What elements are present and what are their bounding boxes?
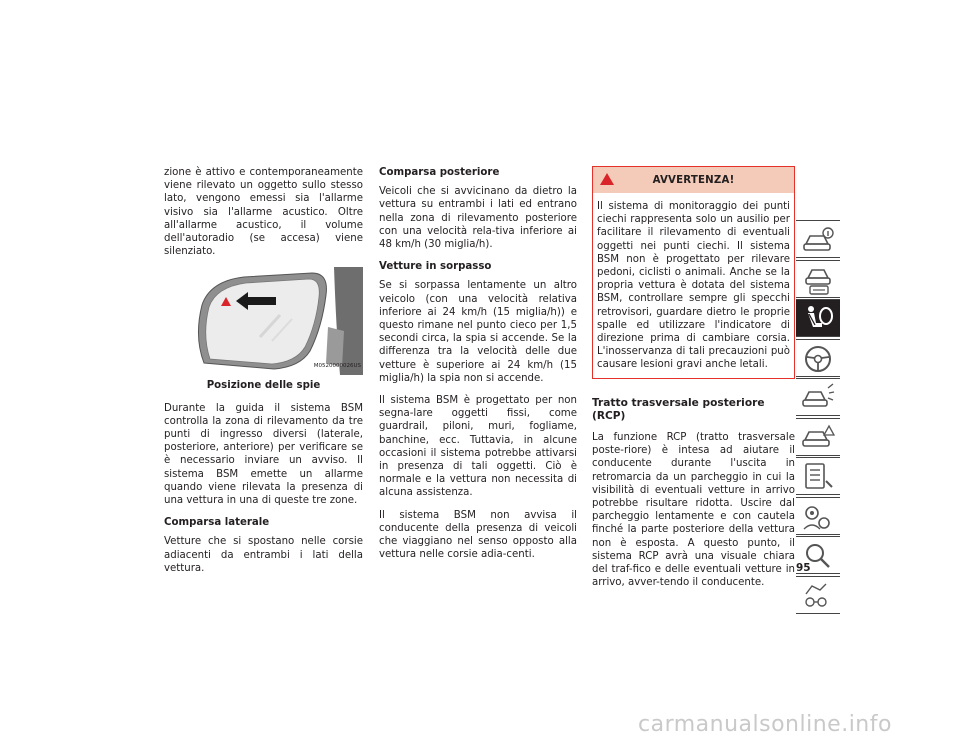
tab-multimedia[interactable]	[796, 576, 840, 614]
intro-paragraph: zione è attivo e contemporaneamente viene rilevato un oggetto sullo stesso lato, vengono emessi sia l'allarme visivo sia l'allarme acustico. Oltre all'allarme acustico, il volume dell'autoradio (se accesa) viene silenziato.	[164, 167, 363, 258]
side-mirror-illustration	[164, 267, 363, 375]
dashboard-lights-icon	[800, 382, 836, 414]
warning-header	[593, 167, 794, 193]
watermark-text: carmanualsonline.info	[638, 712, 892, 737]
heading-overtake: Vetture in sorpasso	[379, 261, 492, 273]
column-right	[592, 166, 795, 598]
column-left	[164, 166, 363, 584]
warning-text: Il sistema di monitoraggio dei punti ciechi rappresenta solo un ausilio per facilitare il rilevamento di eventuali oggetti nei punti ciechi. Il sistema BSM non è progettato per rilevare pedoni, ciclisti o animali. Anche se la propria vettura è dotata del sistema BSM, controllare sempre gli specchi retrovisori, guardare dietro le proprie spalle ed utilizzare l'indicatore di direzione prima di cambiare corsia. L'inosservanza di tali precauzioni può causare lesioni gravi anche letali.	[597, 201, 790, 371]
mirror-figure	[164, 267, 363, 375]
column-middle	[379, 166, 577, 570]
warning-box	[592, 166, 795, 379]
rear-paragraph: Veicoli che si avvicinano da dietro la vettura su entrambi i lati ed entrano nella zona di rilevamento posteriore con una velocità rela-tiva inferiore ai 48 km/h (30 miglia/h).	[379, 186, 577, 251]
car-warning-icon	[800, 422, 836, 454]
tab-seat-safety[interactable]	[796, 299, 840, 337]
tab-car-key[interactable]	[796, 260, 840, 298]
warning-title: AVVERTENZA!	[652, 175, 735, 186]
seat-safety-icon	[800, 303, 836, 335]
rcp-paragraph: La funzione RCP (tratto trasversale poste-riore) è intesa ad aiutare il conducente durante l'uscita in retromarcia da un parcheggio in cui la visibilità di eventuali vetture in arrivo potrebbe risultare ridotta. Uscire dal parcheggio lentamente e con cautela finché la parte posteriore della vettura non è esposta. A questo punto, il sistema RCP avrà una visuale chiara del traf-fico e delle eventuali vetture in arrivo, avver-tendo il conducente.	[592, 432, 795, 589]
tech-specs-icon	[800, 501, 836, 533]
bsm-description-paragraph: Durante la guida il sistema BSM controlla la zona di rilevamento da tre punti di ingresso diversi (laterale, posteriore, anteriore) per verificare se è necessario inviare un avviso. Il sistema BSM emette un allarme quando viene rilevata la presenza di una vettura in una di queste tre zone.	[164, 402, 363, 507]
heading-rcp: Tratto trasversale posteriore (RCP)	[592, 396, 765, 422]
fixed-objects-paragraph: Il sistema BSM è progettato per non segna-lare oggetti fissi, come guardrail, piloni, muri, fogliame, banchine, ecc. Tuttavia, in alcune occasioni il sistema potrebbe attivarsi in presenza di tali oggetti. Ciò è normale e la vettura non necessita di alcuna assistenza.	[379, 395, 577, 499]
tab-car-info[interactable]	[796, 220, 840, 258]
heading-rear: Comparsa posteriore	[379, 167, 500, 178]
opposite-traffic-paragraph: Il sistema BSM non avvisa il conducente della presenza di veicoli che viaggiano nel senso opposto alla vettura nelle corsie adia-centi.	[379, 509, 577, 561]
figure-code: M0520000026US	[313, 363, 361, 370]
steering-wheel-icon	[800, 343, 836, 375]
car-info-icon	[800, 224, 836, 256]
page-number: 95	[796, 562, 811, 574]
tab-tech-specs[interactable]	[796, 497, 840, 535]
maintenance-list-icon	[800, 461, 836, 493]
multimedia-icon	[800, 580, 836, 612]
tab-dashboard-lights[interactable]	[796, 378, 840, 416]
heading-lateral: Comparsa laterale	[164, 517, 270, 529]
figure-caption: Posizione delle spie	[206, 380, 321, 392]
lateral-paragraph: Vetture che si spostano nelle corsie adiacenti da entrambi i lati della vettura.	[164, 536, 363, 574]
tab-maintenance[interactable]	[796, 457, 840, 495]
tab-steering[interactable]	[796, 339, 840, 377]
car-key-icon	[800, 264, 836, 296]
overtake-paragraph: Se si sorpassa lentamente un altro veicolo (con una velocità relativa inferiore ai 24 km/h (15 miglia/h)) e questo rimane nel punto cieco per 1,5 secondi circa, la spia si accende. Se la differenza tra la velocità delle due vetture è superiore ai 24 km/h (15 miglia/h) la spia non si accende.	[379, 280, 577, 384]
chapter-tabs	[796, 220, 840, 615]
tab-car-warning[interactable]	[796, 418, 840, 456]
